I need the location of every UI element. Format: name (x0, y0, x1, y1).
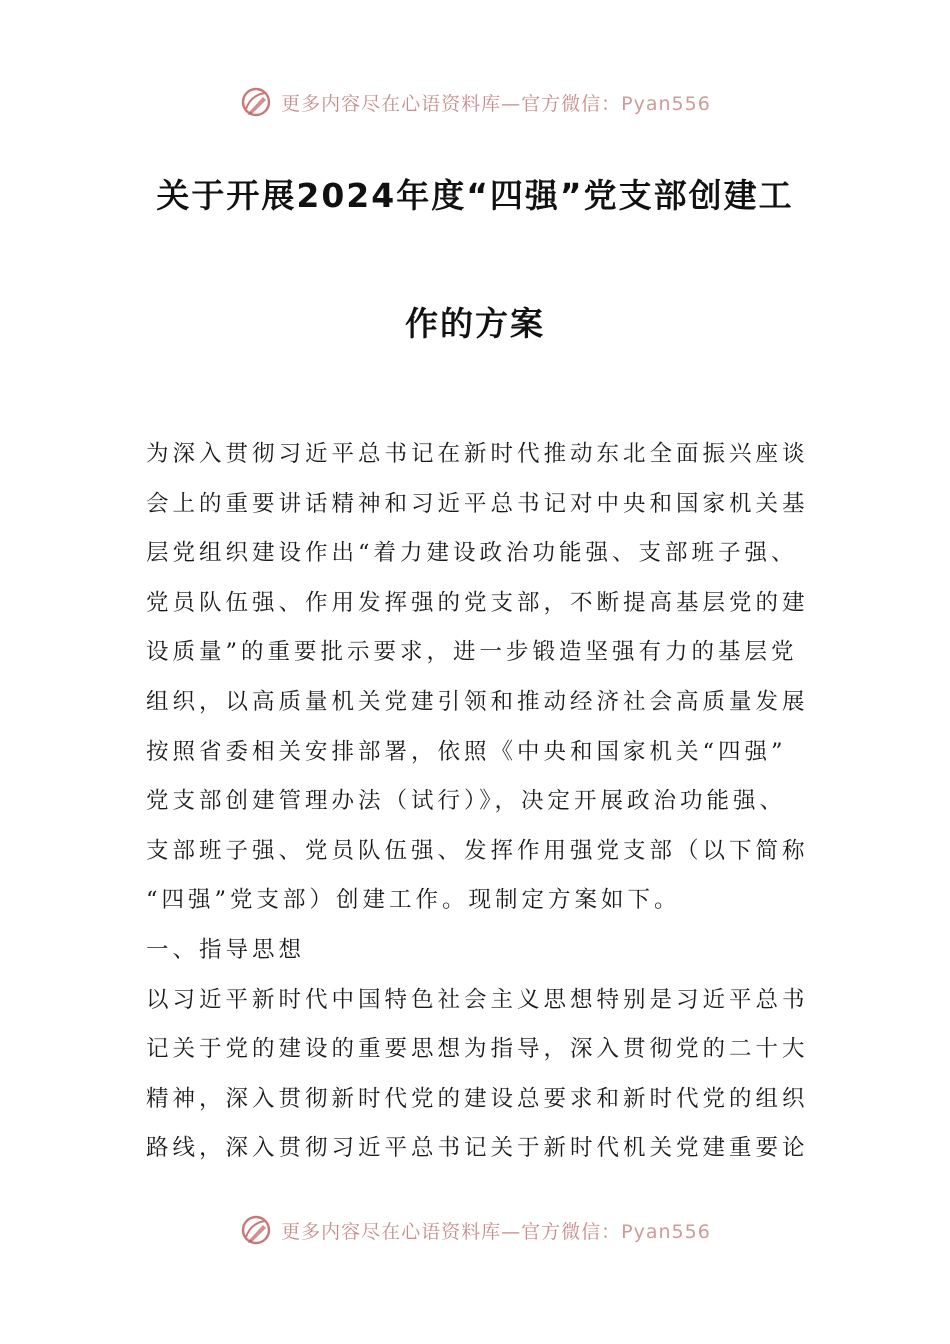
section-heading: 一、指导思想 (146, 936, 306, 963)
body-line: “四强”党支部）创建工作。现制定方案如下。 (146, 887, 681, 914)
body-line: 按照省委相关安排部署，依照《中央和国家机关“四强” (146, 738, 787, 765)
document-body (146, 430, 811, 1174)
body-line: 层党组织建设作出“着力建设政治功能强、支部班子强、 (146, 540, 798, 567)
watermark-footer (0, 1210, 950, 1250)
document-title-line-1: 关于开展2024年度“四强”党支部创建工 (156, 176, 794, 215)
body-line: 党员队伍强、作用发挥强的党支部，不断提高基层党的建 (146, 589, 809, 616)
body-line: 组织，以高质量机关党建引领和推动经济社会高质量发展 (146, 688, 809, 715)
body-line: 设质量”的重要批示要求，进一步锻造坚强有力的基层党 (146, 639, 798, 666)
body-line: 以习近平新时代中国特色社会主义思想特别是习近平总书 (146, 986, 809, 1013)
pen-swirl-logo-icon (239, 1213, 273, 1247)
pen-swirl-logo-icon (239, 85, 273, 119)
wechat-id: Pyan556 (621, 1220, 711, 1243)
body-line: 会上的重要讲话精神和习近平总书记对中央和国家机关基 (146, 490, 809, 517)
body-line: 路线，深入贯彻习近平总书记关于新时代机关党建重要论 (146, 1135, 809, 1162)
document-title-line-2: 作的方案 (405, 304, 545, 343)
body-line: 记关于党的建设的重要思想为指导，深入贯彻党的二十大 (146, 1036, 809, 1063)
wechat-id: Pyan556 (621, 92, 711, 115)
body-line: 支部班子强、党员队伍强、发挥作用强党支部（以下简称 (146, 837, 809, 864)
body-line: 为深入贯彻习近平总书记在新时代推动东北全面振兴座谈 (146, 441, 809, 467)
body-line: 精神，深入贯彻新时代党的建设总要求和新时代党的组织 (146, 1085, 809, 1112)
body-line: 党支部创建管理办法（试行）》，决定开展政治功能强、 (146, 788, 787, 815)
watermark-text: 更多内容尽在心语资料库—官方微信：Pyan556 (281, 1220, 711, 1243)
watermark-text: 更多内容尽在心语资料库—官方微信：Pyan556 (281, 92, 711, 115)
watermark-header (0, 82, 950, 122)
